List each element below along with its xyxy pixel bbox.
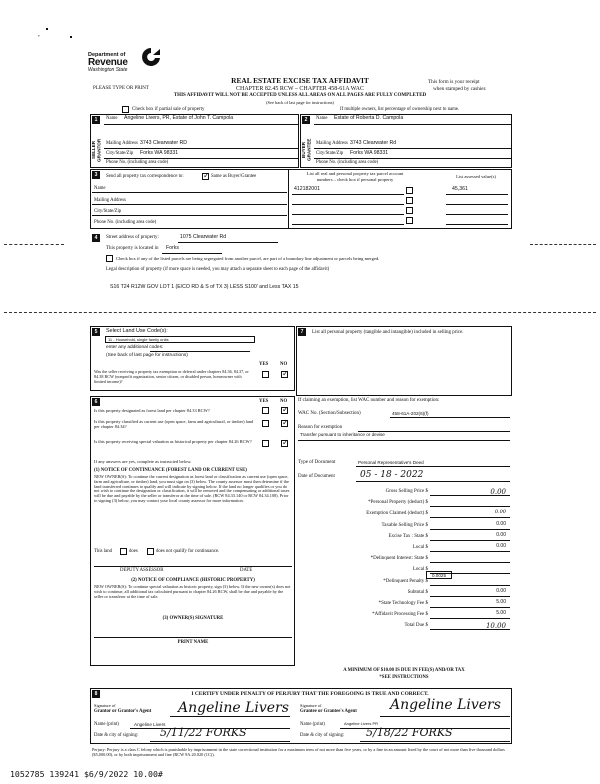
section-3-number: 3 <box>92 171 100 179</box>
land-does-checkbox[interactable] <box>120 548 127 555</box>
sec5-no-checkbox[interactable] <box>281 371 288 378</box>
calc-label: *Delinquent Interest: State $ <box>370 556 428 561</box>
corr-mailing-label: Mailing Address <box>94 198 126 203</box>
this-land-label: This land <box>94 549 112 554</box>
legal-description-field[interactable]: S16 T24 R12W GOV LOT 1 (E/CO RD & S of TX 3) LESS S100' and Less TAX 15 <box>110 284 299 290</box>
doc-date-field[interactable]: 05 - 18 - 2022 <box>360 470 424 480</box>
calc-value[interactable]: 0.00 <box>496 588 506 594</box>
deputy-sig-line <box>94 566 292 567</box>
street-address-field[interactable]: 1075 Clearwater Rd <box>180 234 227 240</box>
min-due-note: A MINIMUM OF $10.00 IS DUE IN FEE(S) AND/OR TAX <box>343 668 465 673</box>
section-7-personal-property <box>296 326 512 396</box>
calc-value[interactable]: 0.00 <box>496 521 506 527</box>
calc-line <box>430 495 510 496</box>
grantee-date-city-field[interactable]: 5/18/22 FORKS <box>366 726 453 739</box>
calc-label: Gross Selling Price $ <box>385 489 428 494</box>
deputy-date-label: DATE <box>240 568 253 573</box>
parcel-line-3 <box>292 214 404 215</box>
additional-codes-line <box>150 351 250 352</box>
wac-line <box>390 417 510 418</box>
receipt-note-1: This form is your receipt <box>428 79 480 85</box>
multiple-owners-note: If multiple owners, list percentage of ownership next to name. <box>340 107 460 112</box>
calc-line <box>430 596 510 597</box>
street-address-line <box>178 242 278 243</box>
grantor-signature[interactable]: Angeline Livers <box>178 700 289 716</box>
doc-type-line <box>356 466 510 467</box>
buyer-side-label: BUYER GRANTEE <box>301 138 312 162</box>
calc-label: Excise Tax : State $ <box>388 534 428 539</box>
corr-phone-label: Phone No. (including area code) <box>94 220 157 225</box>
forest-no-checkbox[interactable] <box>281 407 288 414</box>
buyer-city-line <box>314 158 511 159</box>
assessed-line-2 <box>446 204 508 205</box>
parcel-header-1: List all real and personal property tax parcel account <box>306 171 404 176</box>
calc-line <box>430 607 510 608</box>
boundary-note: Check box if any of the listed parcels are being segregated from another parcel, are part of a boundary line adjustment or parcels being merged. <box>116 256 380 261</box>
buyer-city-label: City/State/Zip <box>316 151 344 156</box>
section-5-number: 5 <box>92 328 100 336</box>
calc-line <box>430 551 510 552</box>
calc-line <box>430 506 510 507</box>
boundary-checkbox[interactable] <box>106 255 113 262</box>
seller-name-label: Name <box>106 116 118 121</box>
print-name-line <box>94 637 292 638</box>
section-7-number: 7 <box>298 328 306 336</box>
calc-value[interactable]: 10.00 <box>485 622 506 630</box>
sec5-yes-checkbox[interactable] <box>262 371 269 378</box>
calc-label: Local $ <box>412 545 428 550</box>
personal-property-label: List all personal property (tangible and intangible) included in selling price. <box>312 330 464 335</box>
see-instructions-note: *SEE INSTRUCTIONS <box>379 675 429 680</box>
sec6-no-header: NO <box>280 399 288 404</box>
section-3-divider <box>288 169 289 229</box>
land-does-not-label: does not qualify for continuance. <box>156 549 220 554</box>
see-back-note: (See back of last page for instructions) <box>266 100 334 105</box>
wac-field[interactable]: 458-61A-202(6)(f) <box>392 411 429 416</box>
logo-line-2: Revenue <box>88 57 128 69</box>
perjury-notice: Perjury: Perjury is a class C felony which is punishable by imprisonment in the state correctional institution for a maximum term of not more than five years, or by a fine in an amount fixed by the court of not more than five thousand dollars ($5,000.00), or by both imprisonment and fine (RCW 9A.20.020 (1C)). <box>92 747 505 758</box>
notice-compliance-body: NEW OWNER(S): To continue special valuation as historic property, sign (3) below. If the new owner(s) does not wish to continue, all additional tax calculated pursuant to chapter 84.26 RCW, shall be due and payable by the seller or transferor at the time of sale. <box>94 584 291 599</box>
grantee-sig-label-1: Signature of <box>300 703 322 708</box>
seller-city-field[interactable]: Forks WA 98331 <box>140 150 179 156</box>
calc-line <box>430 618 510 619</box>
current-use-yes-checkbox[interactable] <box>262 420 269 427</box>
calc-line <box>430 562 510 563</box>
buyer-name-line <box>314 124 511 125</box>
calc-value[interactable]: 0.00 <box>490 488 506 496</box>
notice-compliance-title: (2) NOTICE OF COMPLIANCE (HISTORIC PROPERTY) <box>131 578 255 583</box>
dor-swoosh-icon <box>140 46 162 68</box>
historic-yes-checkbox[interactable] <box>262 440 269 447</box>
buyer-mailing-label: Mailing Address <box>316 141 348 146</box>
corr-name-line <box>92 192 287 193</box>
street-address-label: Street address of property: <box>106 235 159 240</box>
doc-type-field[interactable]: Personal Representative's Deed <box>358 460 424 465</box>
reason-field[interactable]: Transfer pursuant to inheritance or devise <box>300 432 385 437</box>
sec6-yes-header: YES <box>259 399 269 404</box>
calc-label: Local $ <box>412 567 428 572</box>
calc-value[interactable]: 0.00 <box>496 543 506 549</box>
wac-label: WAC No. (Section/Subsection) <box>298 411 361 416</box>
send-correspondence-label: Send all property tax correspondence to: <box>106 174 184 179</box>
print-name-label: PRINT NAME <box>177 640 209 645</box>
historic-question: Is this property receiving special valuation as historical property per chapter 84.26 RCW? <box>94 439 252 444</box>
buyer-city-field[interactable]: Forks WA 98331 <box>350 150 389 156</box>
grantor-name-label: Name (print) <box>94 722 119 727</box>
section-1-number: 1 <box>92 116 100 124</box>
certify-statement: I CERTIFY UNDER PENALTY OF PERJURY THAT THE FOREGOING IS TRUE AND CORRECT. <box>191 691 429 697</box>
located-in-label: This property is located in <box>106 246 159 251</box>
grantee-name-label: Name (print) <box>300 722 325 727</box>
personal-property-checkbox-2[interactable] <box>406 197 413 204</box>
grantee-name-field[interactable]: Angeline Livers PR <box>344 721 379 726</box>
grantor-date-line <box>150 741 290 742</box>
parcel-line-1 <box>292 194 404 195</box>
calc-value[interactable]: 5.00 <box>496 610 506 616</box>
notice-continuance-title: (1) NOTICE OF CONTINUANCE (FOREST LAND OR CURRENT USE) <box>94 468 247 473</box>
seller-mailing-field[interactable]: 3743 Clearwater RD <box>140 140 187 146</box>
same-as-buyer-label: Same as Buyer/Grantee <box>211 174 257 179</box>
parcel-line-2 <box>292 204 404 205</box>
calc-label: *State Technology Fee $ <box>378 601 428 606</box>
calc-label: *Personal Property (deduct) $ <box>368 500 428 505</box>
located-in-field[interactable]: Forks <box>166 245 179 251</box>
calc-line <box>430 629 510 630</box>
calc-label: Taxable Selling Price $ <box>381 523 428 528</box>
buyer-mailing-field[interactable]: 3743 Clearwater Rd <box>350 140 397 146</box>
grantor-sig-label-1: Signature of <box>94 703 116 708</box>
sec5-no-header: NO <box>280 362 288 367</box>
if-yes-instructions: If any answers are yes, complete as instructed below. <box>94 459 192 464</box>
margin-rule-left <box>4 244 64 245</box>
seller-city-line <box>104 158 298 159</box>
calc-label: Exemption Claimed (deduct) $ <box>366 511 428 516</box>
calc-value[interactable]: 0.00 <box>494 509 506 515</box>
seller-name-field[interactable]: Angeline Livers, PR, Estate of John T. Campola <box>124 115 234 121</box>
seller-mailing-label: Mailing Address <box>106 141 138 146</box>
calc-line <box>430 529 510 530</box>
partial-sale-checkbox[interactable] <box>122 106 129 113</box>
doc-date-label: Date of Document <box>298 474 335 479</box>
scan-dot <box>46 28 48 30</box>
corr-city-line <box>92 215 287 216</box>
parcel-header-2: numbers – check box if personal property <box>316 177 394 182</box>
grantee-signature[interactable]: Angeline Livers <box>390 697 501 713</box>
notice-continuance-body: NEW OWNER(S): To continue the current designation as forest land or classification as current use (open space, farm and agriculture, or timber) land, you must sign on (3) below. The county assessor must then determine if the land transferred continues to qualify and will indicate by signing below. If the land no longer qualifies or you do not wish to continue the designation or classification, it will be removed and the compensating or additional taxes will be due and payable by the seller or transferor at the time of sale. (RCW 84.33.140 or RCW 84.34.108). Prior to signing (3) below, you may contact your local county assessor for more information. <box>94 474 290 504</box>
deputy-assessor-label: DEPUTY ASSESSOR <box>120 568 164 573</box>
corr-city-label: City/State/Zip <box>94 209 122 214</box>
calc-label: Subtotal $ <box>407 590 428 595</box>
personal-property-checkbox-3[interactable] <box>406 207 413 214</box>
recording-stamp: 1052785 139241 $6/9/2022 10.00# <box>10 769 163 779</box>
exemption-question: Was the seller receiving a property tax exemption or deferral under chapters 84.36, 84.37, or 84.38 RCW (nonprofit organization, senior citizen, or disabled person, homeowner with limited income)? <box>94 369 249 384</box>
partial-sale-label: Check box if partial sale of property <box>132 107 205 112</box>
grantee-sig-label-2: Grantee or Grantee's Agent <box>300 709 357 714</box>
sec5-yes-header: YES <box>259 362 269 367</box>
parcel-line-4 <box>292 224 404 225</box>
section-2-number: 2 <box>302 116 310 124</box>
calc-label: *Affidavit Processing Fee $ <box>372 612 428 617</box>
land-use-label: Select Land Use Code(s): <box>106 328 168 334</box>
scan-mark: , <box>38 30 40 38</box>
form-title: REAL ESTATE EXCISE TAX AFFIDAVIT <box>231 76 369 85</box>
corr-name-label: Name <box>94 186 106 191</box>
buyer-phone-label: Phone No. (including area code) <box>316 160 379 165</box>
historic-no-checkbox[interactable] <box>281 440 288 447</box>
calc-line <box>430 585 510 586</box>
logo-line-3: Washington State <box>88 67 128 74</box>
form-chapter: CHAPTER 82.45 RCW – CHAPTER 458-61A WAC <box>236 86 364 92</box>
assessed-header: List assessed value(s) <box>456 174 496 179</box>
calc-label: Total Due $ <box>404 623 428 628</box>
seller-phone-label: Phone No. (including area code) <box>106 160 169 165</box>
land-use-select[interactable]: 11 - Household, single family units <box>105 336 255 343</box>
exemption-claim-label: If claiming an exemption, list WAC number and reason for exemption: <box>298 398 440 403</box>
grantee-date-label: Date & city of signing: <box>300 733 345 738</box>
personal-property-checkbox-4[interactable] <box>406 217 413 224</box>
scan-dot <box>70 36 72 38</box>
current-use-question: Is this property classified as current use (open space, farm and agricultural, or timber) land per chapter 84.34? <box>94 419 254 430</box>
forest-land-question: Is this property designated as forest land per chapter 84.33 RCW? <box>94 408 210 413</box>
assessed-line-4 <box>446 224 508 225</box>
section-6-forest-land <box>90 396 295 666</box>
seller-mailing-line <box>104 148 298 149</box>
additional-codes-label: enter any additional codes: <box>106 345 164 350</box>
calc-line <box>430 517 510 518</box>
please-type-note: PLEASE TYPE OR PRINT <box>93 86 149 91</box>
section-8-number: 8 <box>92 690 100 698</box>
current-use-no-checkbox[interactable] <box>281 420 288 427</box>
section-4-number: 4 <box>92 234 100 242</box>
grantor-name-field[interactable]: Angeline Livers <box>134 722 166 727</box>
same-as-buyer-checkbox[interactable] <box>202 173 209 180</box>
personal-property-checkbox-1[interactable] <box>406 187 413 194</box>
seller-side-label: SELLER GRANTOR <box>91 138 102 162</box>
forest-yes-checkbox[interactable] <box>262 407 269 414</box>
buyer-name-field[interactable]: Estate of Roberta D. Campola <box>334 115 404 121</box>
calc-value[interactable]: 5.00 <box>496 599 506 605</box>
margin-rule-right <box>530 244 596 245</box>
land-does-not-checkbox[interactable] <box>147 548 154 555</box>
land-use-see-back: (See back of last page for instructions) <box>106 353 188 358</box>
form-warning: THIS AFFIDAVIT WILL NOT BE ACCEPTED UNLESS ALL AREAS ON ALL PAGES ARE FULLY COMPLETED <box>173 93 427 98</box>
land-does-label: does <box>129 549 138 554</box>
assessed-line-1 <box>446 194 508 195</box>
local-rate-field[interactable]: 0.0025 <box>426 571 452 579</box>
located-in-line <box>162 253 222 254</box>
doc-date-line <box>356 481 510 482</box>
grantor-sig-line <box>170 716 290 717</box>
reason-label: Reason for exemption <box>298 425 343 430</box>
grantor-date-label: Date & city of signing: <box>94 733 139 738</box>
seller-city-label: City/State/Zip <box>106 151 134 156</box>
legal-description-label: Legal description of property (if more space is needed, you may attach a separate sheet to each page of the affidavit) <box>106 267 330 272</box>
doc-type-label: Type of Document <box>298 460 336 465</box>
seller-name-line <box>104 124 298 125</box>
buyer-name-label: Name <box>316 116 328 121</box>
receipt-note-2: when stamped by cashier. <box>433 86 487 92</box>
parcel-number-field[interactable]: 412182001 <box>294 186 320 192</box>
grantee-date-line <box>360 741 510 742</box>
grantor-date-city-field[interactable]: 5/11/22 FORKS <box>160 726 247 739</box>
grantor-sig-label-2: Grantor or Grantor's Agent <box>94 709 152 714</box>
page-break-rule <box>4 312 596 313</box>
owner-signature-label: (3) OWNER(S) SIGNATURE <box>162 616 224 621</box>
corr-mailing-line <box>92 204 287 205</box>
grantee-sig-line <box>380 716 510 717</box>
calc-line <box>430 540 510 541</box>
assessed-value-field[interactable]: 45,361 <box>452 186 468 192</box>
calc-label: *Delinquent Penalty $ <box>383 579 428 584</box>
assessed-line-3 <box>446 214 508 215</box>
reason-line-2 <box>298 440 510 441</box>
section-6-number: 6 <box>92 398 100 406</box>
logo-line-1: Department of <box>88 52 126 58</box>
calc-value[interactable]: 0.00 <box>496 532 506 538</box>
buyer-mailing-line <box>314 148 511 149</box>
